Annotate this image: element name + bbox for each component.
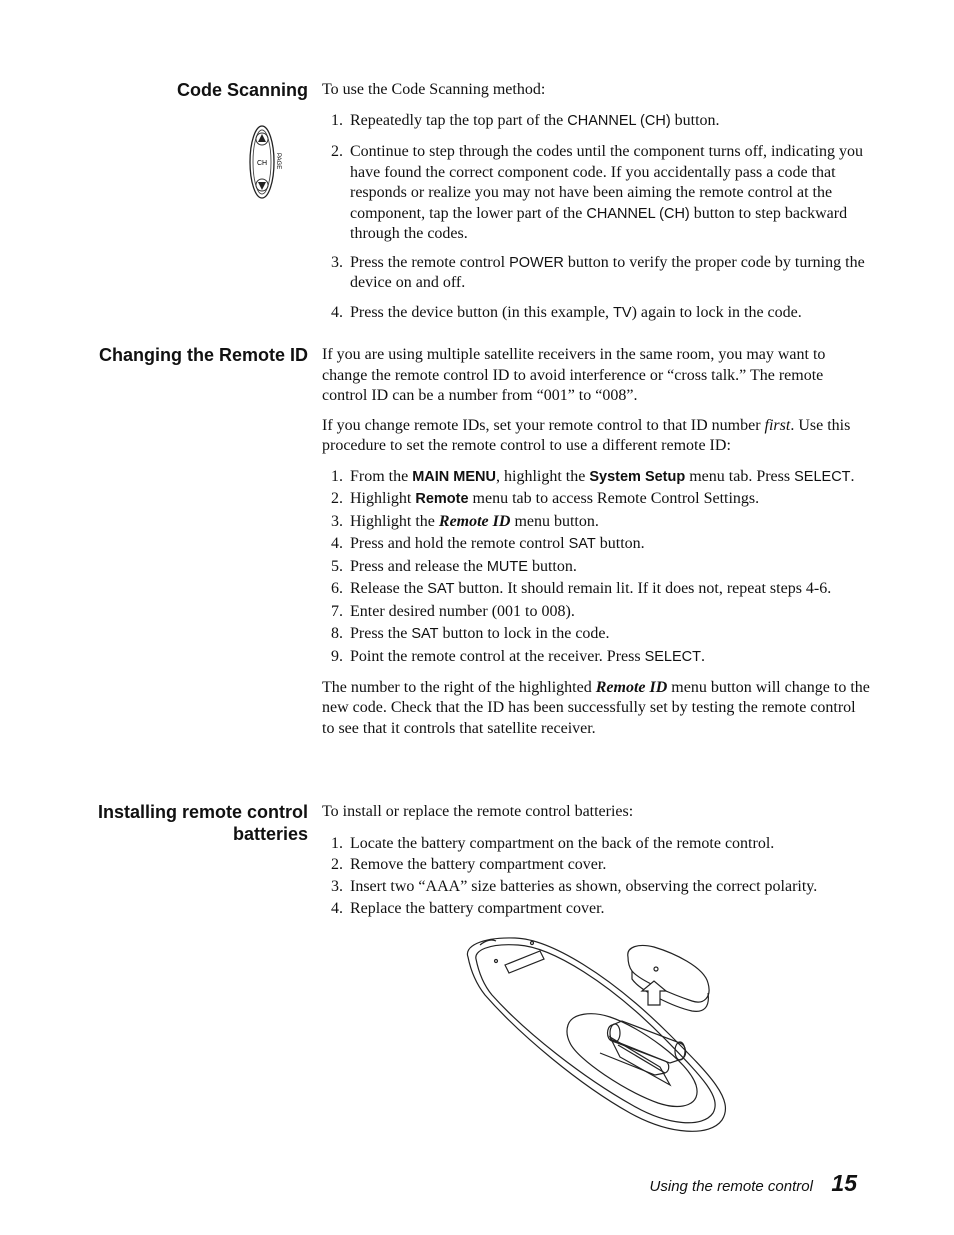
- list-item: 3. Press the remote control POWER button to verify the proper code by turning the device on and off.: [331, 253, 865, 291]
- page-number: 15: [831, 1170, 857, 1196]
- heading-changing-remote-id: Changing the Remote ID: [98, 345, 308, 365]
- list-item: 2. Highlight Remote menu tab to access Remote Control Settings.: [331, 490, 760, 508]
- page-label: PAGE: [275, 153, 281, 170]
- list-item: 2. Remove the battery compartment cover.: [331, 856, 607, 874]
- heading-installing-batteries: [98, 801, 308, 845]
- list-item: 4. Press the device button (in this example, TV) again to lock in the code.: [331, 303, 802, 321]
- batteries-steps: [322, 833, 870, 920]
- svg-text:CH: CH: [256, 160, 268, 167]
- heading-line-2: batteries: [232, 824, 308, 844]
- heading-code-scanning: Code Scanning: [176, 80, 308, 100]
- remote-id-para2: If you change remote IDs, set your remote control to that ID number first. Use this procedure to set the remote control to use a different remote ID:: [322, 416, 851, 454]
- list-item: 1. From the MAIN MENU, highlight the System Setup menu tab. Press SELECT.: [331, 467, 855, 485]
- list-item: 4. Replace the battery compartment cover.: [331, 899, 605, 917]
- remote-id-body: [322, 345, 870, 739]
- list-item: 7. Enter desired number (001 to 008).: [331, 603, 575, 621]
- code-scanning-steps: [322, 111, 870, 324]
- footer-section-title: Using the remote control: [649, 1178, 813, 1195]
- remote-id-steps: [322, 466, 870, 669]
- list-item: 9. Point the remote control at the receiver. Press SELECT.: [331, 647, 705, 665]
- list-item: 6. Release the SAT button. It should remain lit. If it does not, repeat steps 4-6.: [331, 580, 832, 598]
- list-item: 5. Press and release the MUTE button.: [331, 557, 577, 575]
- remote-id-para1: If you are using multiple satellite receivers in the same room, you may want to change the remote control ID to avoid interference or “cross talk.” The remote control ID can be a number from “001” to “008”.: [322, 346, 826, 404]
- list-item: 2. Continue to step through the codes until the component turns off, indicating you have found the correct component code. If you accidentally pass a code that responds or realize you may not have been aiming the remote control at the component, tap the lower part of the CHANNEL (CH) button to step backward through the codes.: [331, 143, 863, 242]
- list-item: 3. Insert two “AAA” size batteries as shown, observing the correct polarity.: [331, 878, 818, 896]
- batteries-body: [322, 802, 870, 920]
- channel-page-button-icon: [247, 124, 283, 200]
- list-item: 1. Repeatedly tap the top part of the CHANNEL (CH) button.: [331, 111, 720, 129]
- list-item: 3. Highlight the Remote ID menu button.: [331, 513, 599, 531]
- code-scanning-body: [322, 80, 870, 323]
- code-scanning-intro: To use the Code Scanning method:: [322, 81, 546, 98]
- remote-battery-illustration: [460, 935, 735, 1140]
- list-item: 4. Press and hold the remote control SAT button.: [331, 534, 645, 552]
- batteries-intro: To install or replace the remote control batteries:: [322, 803, 634, 820]
- remote-id-closing: The number to the right of the highlighted Remote ID menu button will change to the new code. Check that the ID has been successfully set by testing the remote control to see that it controls that satellite receiver.: [322, 678, 870, 737]
- page-footer: [650, 1170, 857, 1197]
- list-item: 8. Press the SAT button to lock in the code.: [331, 625, 610, 643]
- heading-line-1: Installing remote control: [97, 802, 308, 822]
- list-item: 1. Locate the battery compartment on the back of the remote control.: [331, 834, 775, 852]
